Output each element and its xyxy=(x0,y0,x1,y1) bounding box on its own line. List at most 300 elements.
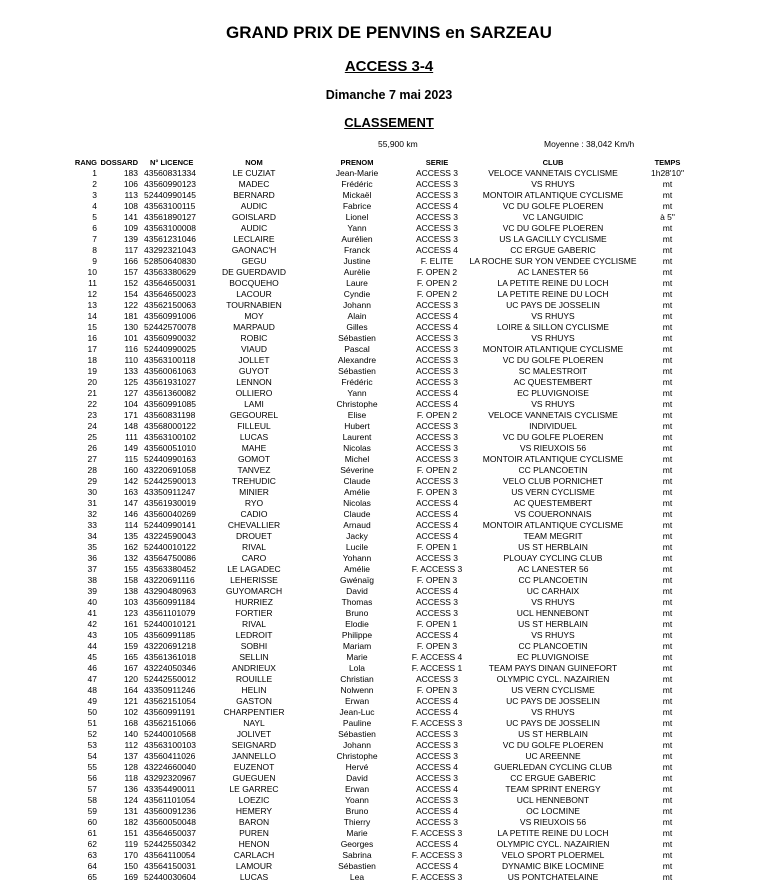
cell-dossard: 171 xyxy=(123,410,138,420)
cell-prenom: Marie xyxy=(346,652,368,662)
cell-rang: 20 xyxy=(87,377,97,387)
cell-rang: 27 xyxy=(87,454,97,464)
cell-prenom: Bruno xyxy=(345,806,369,816)
table-row xyxy=(0,201,778,212)
cell-club: TEAM SPRINT ENERGY xyxy=(505,784,601,794)
cell-licence: 43563380629 xyxy=(144,267,197,277)
cell-rang: 37 xyxy=(87,564,97,574)
cell-rang: 14 xyxy=(87,311,97,321)
cell-temps: mt xyxy=(662,553,673,563)
cell-nom: GOISLARD xyxy=(232,212,276,222)
cell-serie: F. OPEN 3 xyxy=(416,575,458,585)
cell-serie: ACCESS 4 xyxy=(415,509,459,519)
cell-temps: mt xyxy=(662,300,673,310)
cell-club: MONTOIR ATLANTIQUE CYCLISME xyxy=(482,520,624,530)
cell-prenom: Yoann xyxy=(345,795,369,805)
cell-club: VELOCE VANNETAIS CYCLISME xyxy=(488,168,618,178)
cell-club: VELOCE VANNETAIS CYCLISME xyxy=(488,410,618,420)
cell-serie: ACCESS 3 xyxy=(415,333,459,343)
cell-dossard: 158 xyxy=(123,575,138,585)
cell-licence: 43220691116 xyxy=(144,575,195,585)
cell-dossard: 183 xyxy=(123,168,138,178)
cell-rang: 40 xyxy=(87,597,97,607)
cell-dossard: 168 xyxy=(123,718,138,728)
cell-serie: ACCESS 3 xyxy=(415,674,459,684)
cell-nom: TOURNABIEN xyxy=(226,300,282,310)
cell-nom: TREHUDIC xyxy=(232,476,276,486)
cell-rang: 36 xyxy=(87,553,97,563)
cell-temps: mt xyxy=(662,784,673,794)
cell-dossard: 163 xyxy=(123,487,138,497)
cell-club: VC DU GOLFE PLOEREN xyxy=(502,432,604,442)
cell-prenom: Johann xyxy=(343,740,371,750)
cell-serie: ACCESS 3 xyxy=(415,300,459,310)
table-row xyxy=(0,190,778,201)
cell-prenom: David xyxy=(346,773,368,783)
cell-rang: 39 xyxy=(87,586,97,596)
cell-serie: ACCESS 3 xyxy=(415,553,459,563)
cell-temps: mt xyxy=(662,399,673,409)
cell-dossard: 149 xyxy=(123,443,138,453)
table-row xyxy=(0,454,778,465)
cell-prenom: Sébastien xyxy=(338,729,376,739)
cell-serie: F. OPEN 2 xyxy=(416,410,458,420)
cell-dossard: 103 xyxy=(123,597,138,607)
cell-nom: GOMOT xyxy=(237,454,271,464)
cell-rang: 3 xyxy=(92,190,97,200)
cell-dossard: 151 xyxy=(123,828,138,838)
cell-prenom: Thierry xyxy=(343,817,371,827)
cell-dossard: 157 xyxy=(123,267,138,277)
cell-rang: 42 xyxy=(87,619,97,629)
cell-nom: DROUET xyxy=(236,531,272,541)
cell-club: VS RHUYS xyxy=(531,311,575,321)
col-header-rang: RANG xyxy=(74,158,97,167)
cell-licence: 43350911246 xyxy=(144,685,196,695)
table-row xyxy=(0,652,778,663)
cell-club: US ST HERBLAIN xyxy=(518,542,588,552)
cell-temps: mt xyxy=(662,465,673,475)
cell-serie: ACCESS 3 xyxy=(415,377,459,387)
cell-club: VS COUERONNAIS xyxy=(514,509,592,519)
cell-prenom: Sébastien xyxy=(338,366,376,376)
cell-temps: mt xyxy=(662,597,673,607)
cell-rang: 63 xyxy=(87,850,97,860)
cell-temps: mt xyxy=(662,520,673,530)
cell-licence: 43562150063 xyxy=(144,300,197,310)
cell-serie: ACCESS 3 xyxy=(415,729,459,739)
cell-licence: 43220691218 xyxy=(144,641,197,651)
cell-temps: mt xyxy=(662,674,673,684)
cell-club: AC QUESTEMBERT xyxy=(513,498,593,508)
cell-dossard: 181 xyxy=(123,311,138,321)
cell-serie: ACCESS 4 xyxy=(415,861,459,871)
cell-licence: 43220691058 xyxy=(144,465,197,475)
cell-prenom: Franck xyxy=(344,245,370,255)
cell-rang: 61 xyxy=(87,828,97,838)
cell-nom: HELIN xyxy=(241,685,267,695)
cell-prenom: Michel xyxy=(344,454,370,464)
cell-rang: 25 xyxy=(87,432,97,442)
cell-licence: 43560051010 xyxy=(144,443,197,453)
cell-dossard: 170 xyxy=(123,850,138,860)
cell-rang: 62 xyxy=(87,839,97,849)
cell-temps: mt xyxy=(662,256,673,266)
cell-licence: 52440010122 xyxy=(144,542,197,552)
cell-licence: 43561890127 xyxy=(144,212,197,222)
table-row xyxy=(0,773,778,784)
cell-prenom: Amélie xyxy=(344,564,370,574)
cell-rang: 31 xyxy=(87,498,97,508)
cell-temps: mt xyxy=(662,190,673,200)
cell-temps: mt xyxy=(662,575,673,585)
cell-temps: mt xyxy=(662,685,673,695)
cell-licence: 43560091236 xyxy=(144,806,197,816)
cell-rang: 53 xyxy=(87,740,97,750)
cell-serie: ACCESS 3 xyxy=(415,223,459,233)
cell-serie: F. ACCESS 1 xyxy=(411,663,463,673)
cell-club: TEAM MEGRIT xyxy=(523,531,583,541)
cell-dossard: 148 xyxy=(123,421,138,431)
cell-licence: 43561931027 xyxy=(144,377,197,387)
cell-temps: mt xyxy=(662,850,673,860)
table-body xyxy=(0,168,778,883)
cell-licence: 52442550012 xyxy=(144,674,197,684)
cell-nom: RIVAL xyxy=(242,542,266,552)
cell-rang: 30 xyxy=(87,487,97,497)
cell-club: LOIRE & SILLON CYCLISME xyxy=(497,322,609,332)
cell-prenom: Nolwenn xyxy=(340,685,374,695)
cell-licence: 43563380452 xyxy=(144,564,197,574)
cell-club: US ST HERBLAIN xyxy=(518,729,588,739)
cell-club: DYNAMIC BIKE LOCMINE xyxy=(501,861,605,871)
table-row xyxy=(0,564,778,575)
cell-prenom: Sabrina xyxy=(342,850,372,860)
table-row xyxy=(0,795,778,806)
table-row xyxy=(0,344,778,355)
cell-club: UCL HENNEBONT xyxy=(516,795,590,805)
cell-dossard: 135 xyxy=(123,531,138,541)
cell-dossard: 105 xyxy=(123,630,138,640)
cell-rang: 56 xyxy=(87,773,97,783)
cell-club: VC DU GOLFE PLOEREN xyxy=(502,223,604,233)
cell-licence: 43563100008 xyxy=(144,223,197,233)
table-row xyxy=(0,597,778,608)
cell-licence: 52440030604 xyxy=(144,872,197,882)
cell-prenom: Christian xyxy=(340,674,374,684)
cell-dossard: 140 xyxy=(123,729,138,739)
cell-temps: mt xyxy=(662,421,673,431)
table-row xyxy=(0,267,778,278)
cell-nom: TANVEZ xyxy=(237,465,271,475)
cell-nom: LOEZIC xyxy=(238,795,270,805)
cell-prenom: Marie xyxy=(346,828,368,838)
cell-club: UC PAYS DE JOSSELIN xyxy=(506,718,600,728)
cell-nom: BOCQUEHO xyxy=(229,278,279,288)
cell-dossard: 146 xyxy=(123,509,138,519)
cell-licence: 43292321043 xyxy=(144,245,197,255)
classement-heading: CLASSEMENT xyxy=(344,115,434,130)
cell-rang: 16 xyxy=(87,333,97,343)
cell-club: EC PLUVIGNOISE xyxy=(517,388,589,398)
table-row xyxy=(0,278,778,289)
table-row xyxy=(0,872,778,883)
cell-prenom: Cyndie xyxy=(343,289,371,299)
cell-rang: 11 xyxy=(88,278,97,288)
table-row xyxy=(0,619,778,630)
cell-club: UC PAYS DE JOSSELIN xyxy=(506,696,600,706)
cell-prenom: Nicolas xyxy=(343,443,371,453)
cell-serie: ACCESS 3 xyxy=(415,597,459,607)
cell-prenom: Laure xyxy=(346,278,368,288)
cell-club: LA PETITE REINE DU LOCH xyxy=(497,278,609,288)
cell-dossard: 127 xyxy=(123,388,138,398)
cell-licence: 43564650023 xyxy=(144,289,197,299)
cell-club: GUERLEDAN CYCLING CLUB xyxy=(493,762,613,772)
cell-prenom: Pauline xyxy=(342,718,372,728)
table-row xyxy=(0,784,778,795)
cell-serie: F. ACCESS 3 xyxy=(411,872,463,882)
table-row xyxy=(0,828,778,839)
cell-serie: ACCESS 3 xyxy=(415,443,459,453)
cell-nom: LENNON xyxy=(236,377,272,387)
table-row xyxy=(0,817,778,828)
cell-rang: 58 xyxy=(87,795,97,805)
cell-temps: mt xyxy=(662,773,673,783)
table-row xyxy=(0,366,778,377)
cell-dossard: 122 xyxy=(123,300,138,310)
cell-temps: mt xyxy=(662,740,673,750)
cell-nom: CHEVALLIER xyxy=(227,520,281,530)
cell-prenom: Amélie xyxy=(344,487,370,497)
cell-dossard: 165 xyxy=(123,652,138,662)
cell-prenom: Claude xyxy=(343,509,371,519)
table-row xyxy=(0,168,778,179)
table-row xyxy=(0,586,778,597)
cell-rang: 22 xyxy=(87,399,97,409)
cell-rang: 29 xyxy=(87,476,97,486)
cell-prenom: David xyxy=(346,586,368,596)
cell-prenom: Yann xyxy=(347,223,367,233)
table-row xyxy=(0,553,778,564)
cell-dossard: 166 xyxy=(123,256,138,266)
cell-nom: NAYL xyxy=(243,718,265,728)
cell-serie: F. OPEN 2 xyxy=(416,289,458,299)
cell-serie: ACCESS 4 xyxy=(415,388,459,398)
cell-licence: 43560831198 xyxy=(144,410,196,420)
cell-licence: 43561101079 xyxy=(144,608,196,618)
results-table xyxy=(0,157,778,883)
cell-dossard: 132 xyxy=(123,553,138,563)
cell-temps: mt xyxy=(662,344,673,354)
cell-licence: 43561231046 xyxy=(144,234,197,244)
cell-temps: mt xyxy=(662,542,673,552)
cell-dossard: 139 xyxy=(123,234,138,244)
cell-serie: F. OPEN 1 xyxy=(416,542,458,552)
cell-temps: à 5" xyxy=(660,212,675,222)
cell-rang: 8 xyxy=(92,245,97,255)
cell-dossard: 142 xyxy=(123,476,138,486)
cell-club: SC MALESTROIT xyxy=(518,366,588,376)
table-row xyxy=(0,322,778,333)
cell-dossard: 150 xyxy=(123,861,138,871)
cell-dossard: 106 xyxy=(123,179,138,189)
cell-prenom: Aurèlie xyxy=(343,267,371,277)
cell-club: VS RHUYS xyxy=(531,630,575,640)
cell-prenom: Christophe xyxy=(336,751,378,761)
cell-nom: ROUILLE xyxy=(235,674,273,684)
cell-club: VS RHUYS xyxy=(531,333,575,343)
cell-club: OLYMPIC CYCL. NAZAIRIEN xyxy=(496,839,610,849)
cell-club: VC DU GOLFE PLOEREN xyxy=(502,201,604,211)
table-row xyxy=(0,443,778,454)
cell-nom: ANDRIEUX xyxy=(232,663,276,673)
cell-club: VS RIEUXOIS 56 xyxy=(519,443,587,453)
cell-licence: 43224660040 xyxy=(144,762,197,772)
cell-prenom: Elodie xyxy=(345,619,369,629)
table-row xyxy=(0,861,778,872)
cell-serie: ACCESS 4 xyxy=(415,707,459,717)
cell-temps: mt xyxy=(662,333,673,343)
cell-serie: ACCESS 3 xyxy=(415,608,459,618)
table-row xyxy=(0,531,778,542)
cell-temps: mt xyxy=(662,696,673,706)
cell-dossard: 182 xyxy=(123,817,138,827)
cell-dossard: 101 xyxy=(123,333,138,343)
cell-temps: mt xyxy=(662,729,673,739)
cell-rang: 43 xyxy=(87,630,97,640)
cell-dossard: 104 xyxy=(123,399,138,409)
table-row xyxy=(0,608,778,619)
cell-nom: HEMERY xyxy=(235,806,273,816)
cell-temps: mt xyxy=(662,289,673,299)
cell-serie: F. OPEN 2 xyxy=(416,278,458,288)
cell-dossard: 167 xyxy=(123,663,138,673)
cell-temps: mt xyxy=(662,652,673,662)
cell-temps: mt xyxy=(662,366,673,376)
cell-prenom: Jacky xyxy=(346,531,368,541)
cell-serie: ACCESS 3 xyxy=(415,366,459,376)
cell-prenom: Fabrice xyxy=(342,201,372,211)
cell-licence: 43560990123 xyxy=(144,179,197,189)
cell-serie: F. ACCESS 3 xyxy=(411,850,463,860)
cell-prenom: Nicolas xyxy=(343,498,371,508)
cell-licence: 43290480963 xyxy=(144,586,197,596)
cell-temps: mt xyxy=(662,410,673,420)
cell-temps: mt xyxy=(662,509,673,519)
cell-prenom: Thomas xyxy=(341,597,373,607)
cell-licence: 43560411026 xyxy=(144,751,196,761)
cell-nom: MOY xyxy=(244,311,264,321)
cell-rang: 47 xyxy=(87,674,97,684)
cell-club: US LA GACILLY CYCLISME xyxy=(499,234,607,244)
cell-licence: 43560991185 xyxy=(144,630,196,640)
cell-club: AC LANESTER 56 xyxy=(517,267,589,277)
cell-rang: 33 xyxy=(87,520,97,530)
table-row xyxy=(0,476,778,487)
table-row xyxy=(0,333,778,344)
cell-dossard: 164 xyxy=(123,685,138,695)
cell-licence: 43563100115 xyxy=(144,201,196,211)
cell-serie: ACCESS 3 xyxy=(415,773,459,783)
cell-nom: EUZENOT xyxy=(233,762,275,772)
cell-dossard: 155 xyxy=(123,564,138,574)
cell-licence: 52440990025 xyxy=(144,344,197,354)
cell-serie: ACCESS 4 xyxy=(415,245,459,255)
cell-rang: 28 xyxy=(87,465,97,475)
cell-licence: 43564650031 xyxy=(144,278,197,288)
cell-licence: 43568000122 xyxy=(144,421,197,431)
col-header-serie: SERIE xyxy=(425,158,449,167)
cell-prenom: Séverine xyxy=(340,465,374,475)
cell-club: OLYMPIC CYCL. NAZAIRIEN xyxy=(496,674,610,684)
cell-rang: 60 xyxy=(87,817,97,827)
cell-licence: 43560831334 xyxy=(144,168,197,178)
table-row xyxy=(0,575,778,586)
cell-temps: mt xyxy=(662,718,673,728)
cell-prenom: Hervé xyxy=(345,762,369,772)
cell-dossard: 141 xyxy=(123,212,138,222)
average-speed: Moyenne : 38,042 Km/h xyxy=(544,139,635,149)
cell-nom: MAHE xyxy=(241,443,267,453)
table-row xyxy=(0,377,778,388)
cell-temps: 1h28'10" xyxy=(650,168,684,178)
cell-nom: MINIER xyxy=(239,487,269,497)
cell-serie: F. ELITE xyxy=(420,256,454,266)
cell-nom: CHARPENTIER xyxy=(223,707,285,717)
cell-dossard: 112 xyxy=(124,740,138,750)
cell-serie: ACCESS 3 xyxy=(415,168,459,178)
cell-serie: ACCESS 3 xyxy=(415,190,459,200)
cell-licence: 43560991184 xyxy=(144,597,196,607)
table-row xyxy=(0,520,778,531)
cell-rang: 12 xyxy=(87,289,97,299)
table-row xyxy=(0,355,778,366)
cell-licence: 43560991006 xyxy=(144,311,197,321)
cell-licence: 43292320967 xyxy=(144,773,197,783)
cell-dossard: 109 xyxy=(123,223,138,233)
table-row xyxy=(0,641,778,652)
cell-club: VS RHUYS xyxy=(531,597,575,607)
cell-nom: RIVAL xyxy=(242,619,266,629)
cell-prenom: Gilles xyxy=(346,322,368,332)
cell-rang: 4 xyxy=(92,201,97,211)
cell-nom: CARO xyxy=(241,553,267,563)
cell-club: UC AREENNE xyxy=(525,751,581,761)
cell-rang: 19 xyxy=(87,366,97,376)
cell-temps: mt xyxy=(662,487,673,497)
cell-club: VS RHUYS xyxy=(531,399,575,409)
table-row xyxy=(0,707,778,718)
cell-rang: 46 xyxy=(87,663,97,673)
cell-licence: 43560061063 xyxy=(144,366,197,376)
cell-rang: 38 xyxy=(87,575,97,585)
cell-nom: HURRIEZ xyxy=(235,597,273,607)
cell-club: US ST HERBLAIN xyxy=(518,619,588,629)
cell-licence: 43560991085 xyxy=(144,399,197,409)
cell-dossard: 119 xyxy=(124,839,138,849)
cell-nom: GASTON xyxy=(236,696,272,706)
cell-licence: 43561360082 xyxy=(144,388,197,398)
cell-rang: 15 xyxy=(87,322,97,332)
cell-nom: GUEGUEN xyxy=(232,773,276,783)
cell-temps: mt xyxy=(662,586,673,596)
cell-dossard: 131 xyxy=(123,806,138,816)
cell-prenom: Philippe xyxy=(341,630,373,640)
cell-temps: mt xyxy=(662,806,673,816)
cell-serie: ACCESS 4 xyxy=(415,399,459,409)
cell-nom: CADIO xyxy=(240,509,268,519)
